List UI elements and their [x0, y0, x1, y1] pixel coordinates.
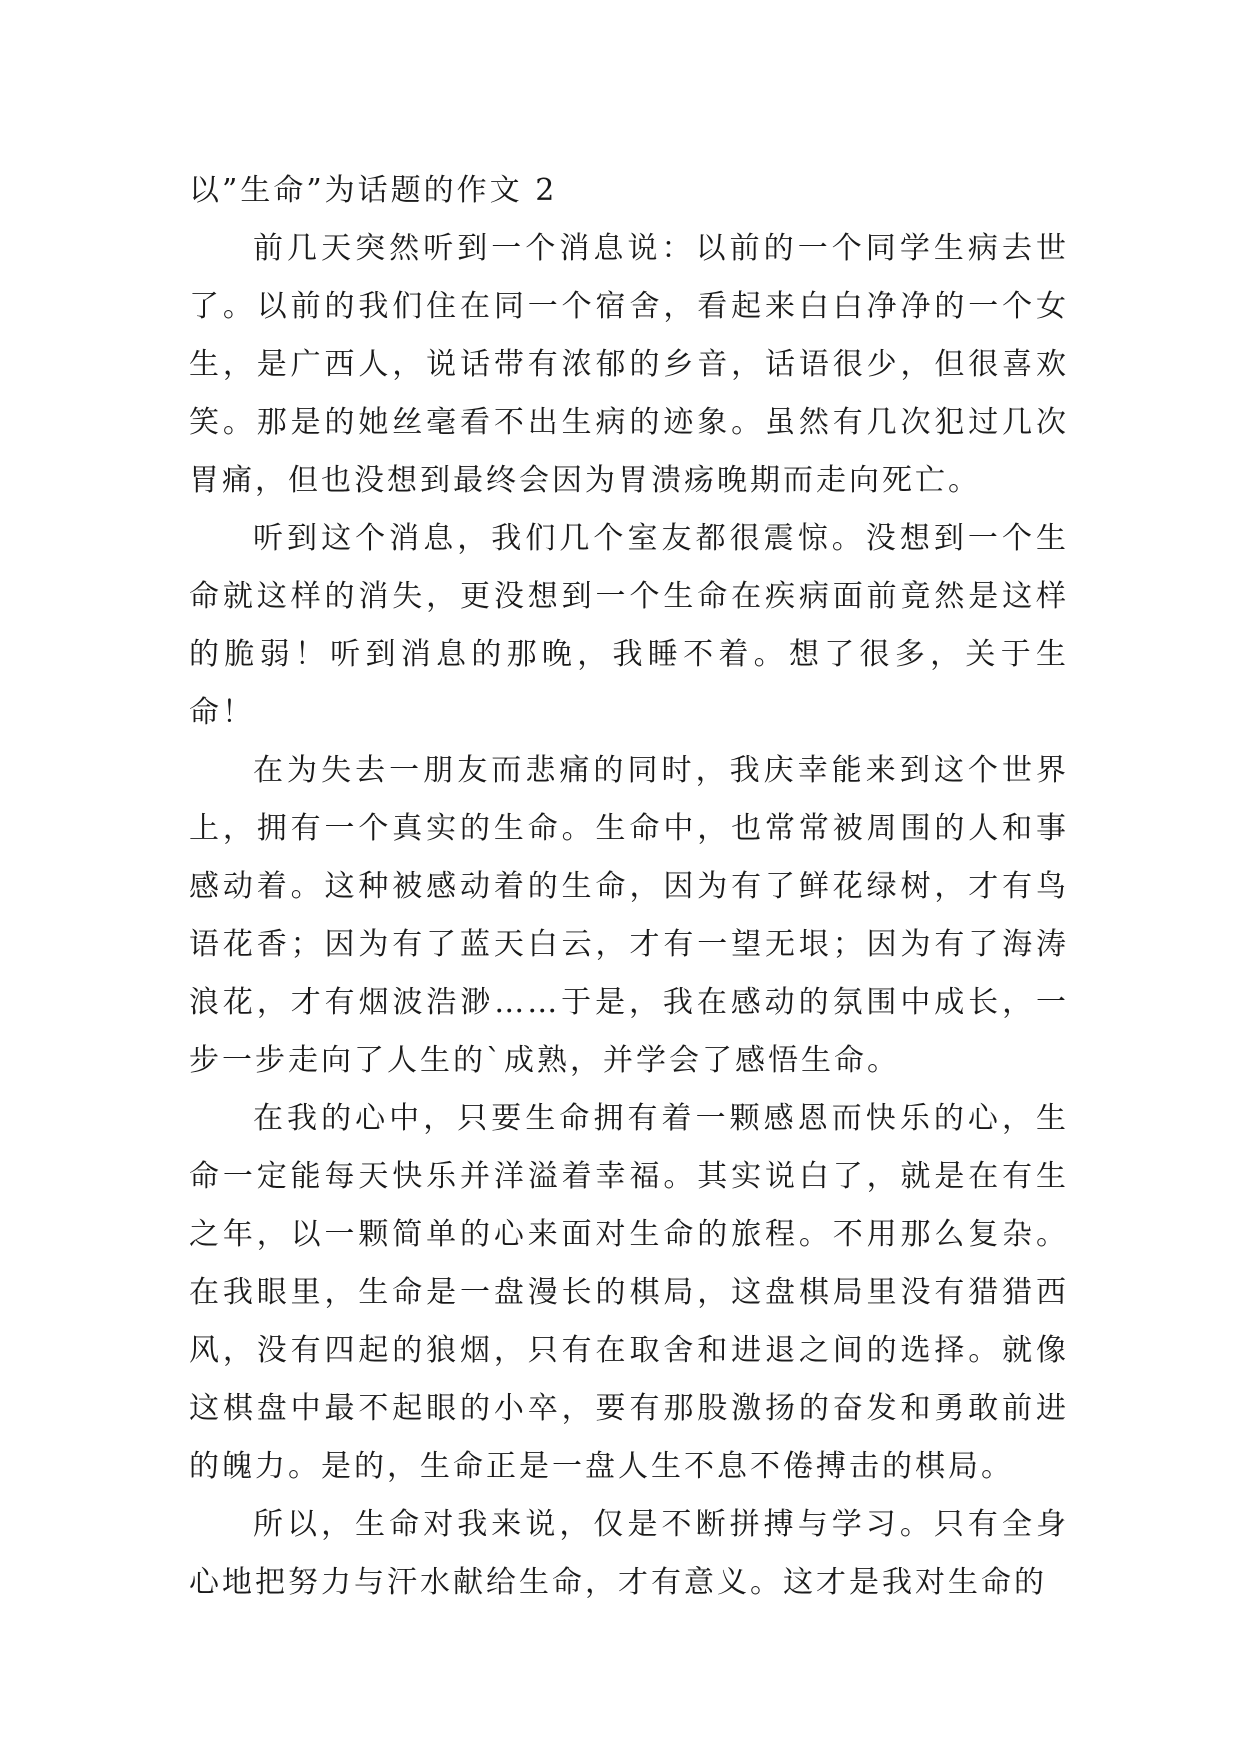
essay-title: 以”生命”为话题的作文 2: [189, 173, 558, 208]
paragraph-3: 在为失去一朋友而悲痛的同时，我庆幸能来到这个世界上，拥有一个真实的生命。生命中，也常常被周围的人和事感动着。这种被感动着的生命，因为有了鲜花绿树，才有鸟语花香；因为有了蓝天白云，才有一望无垠；因为有了海涛浪花，才有烟波浩渺……于是，我在感动的氛围中成长，一步一步走向了人生的`成熟，并学会了感悟生命。: [189, 753, 1069, 1078]
paragraph-5: 所以，生命对我来说，仅是不断拼搏与学习。只有全身心地把努力与汗水献给生命，才有意义。这才是我对生命的: [189, 1507, 1069, 1600]
essay-body: [189, 162, 1069, 1612]
paragraph-2: 听到这个消息，我们几个室友都很震惊。没想到一个生命就这样的消失，更没想到一个生命在疾病面前竟然是这样的脆弱！听到消息的那晚，我睡不着。想了很多，关于生命！: [189, 521, 1069, 730]
paragraph-4: 在我的心中，只要生命拥有着一颗感恩而快乐的心，生命一定能每天快乐并洋溢着幸福。其实说白了，就是在有生之年，以一颗简单的心来面对生命的旅程。不用那么复杂。在我眼里，生命是一盘漫长的棋局，这盘棋局里没有猎猎西风，没有四起的狼烟，只有在取舍和进退之间的选择。就像这棋盘中最不起眼的小卒，要有那股激扬的奋发和勇敢前进的魄力。是的，生命正是一盘人生不息不倦搏击的棋局。: [189, 1101, 1069, 1484]
paragraph-1: 前几天突然听到一个消息说：以前的一个同学生病去世了。以前的我们住在同一个宿舍，看起来白白净净的一个女生，是广西人，说话带有浓郁的乡音，话语很少，但很喜欢笑。那是的她丝毫看不出生病的迹象。虽然有几次犯过几次胃痛，但也没想到最终会因为胃溃疡晚期而走向死亡。: [189, 231, 1069, 498]
